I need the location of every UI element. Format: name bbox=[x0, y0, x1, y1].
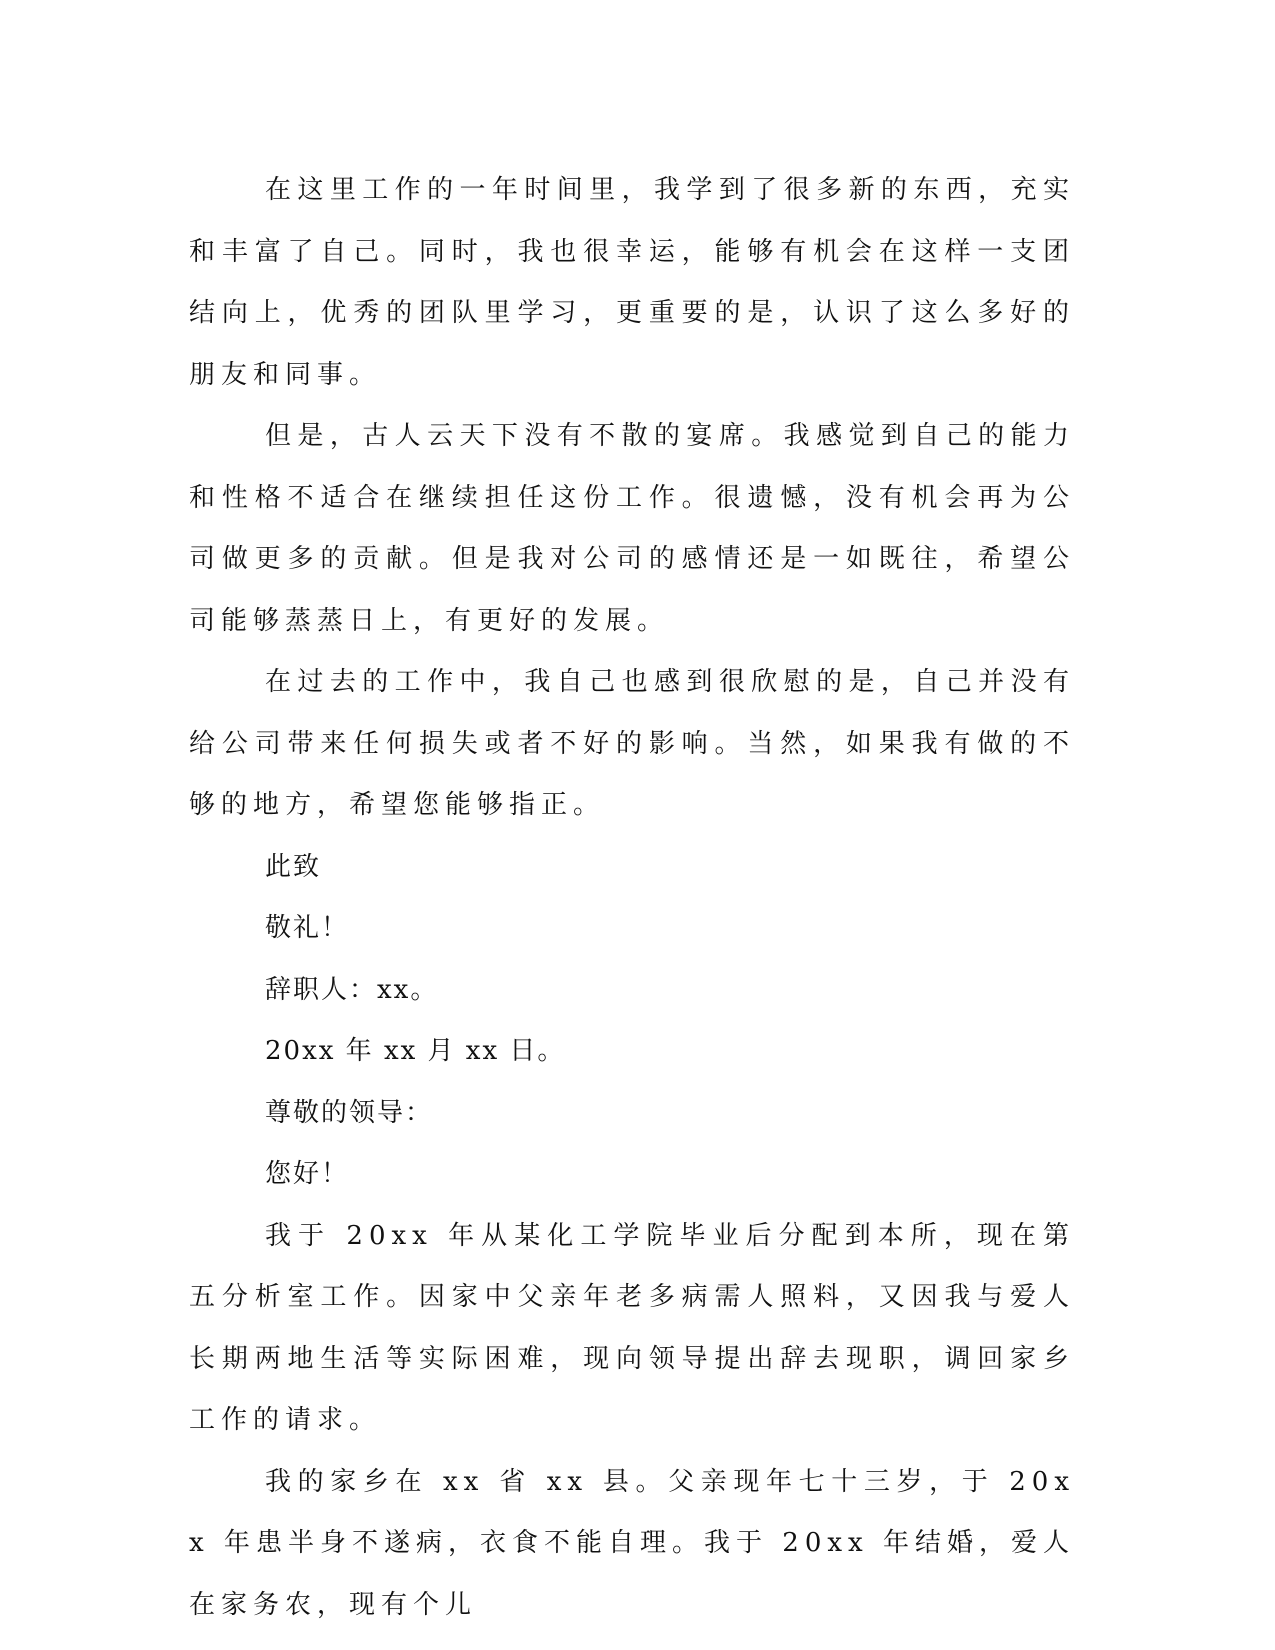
paragraph-2: 但是，古人云天下没有不散的宴席。我感觉到自己的能力和性格不适合在继续担任这份工作。很遗憾，没有机会再为公司做更多的贡献。但是我对公司的感情还是一如既往，希望公司能够蒸蒸日上，有更好的发展。 bbox=[189, 421, 1075, 636]
closing-salutation: 此致 bbox=[265, 851, 322, 882]
hello-line: 您好！ bbox=[265, 1159, 350, 1189]
paragraph-5: 我的家乡在 xx 省 xx 县。父亲现年七十三岁，于 20xx 年患半身不遂病，衣食不能自理。我于 20xx 年结婚，爱人在家务农，现有个儿 bbox=[189, 1466, 1075, 1620]
signer-line: 辞职人：xx。 bbox=[265, 974, 439, 1005]
closing-regards: 敬礼！ bbox=[265, 913, 350, 943]
paragraph-4: 我于 20xx 年从某化工学院毕业后分配到本所，现在第五分析室工作。因家中父亲年老多病需人照料，又因我与爱人长期两地生活等实际困难，现向领导提出辞去现职，调回家乡工作的请求。 bbox=[189, 1220, 1075, 1435]
date-line: 20xx 年 xx 月 xx 日。 bbox=[265, 1036, 566, 1066]
paragraph-3: 在过去的工作中，我自己也感到很欣慰的是，自己并没有给公司带来任何损失或者不好的影响。当然，如果我有做的不够的地方，希望您能够指正。 bbox=[189, 667, 1075, 820]
document-body bbox=[189, 160, 1075, 1636]
paragraph-1: 在这里工作的一年时间里，我学到了很多新的东西，充实和丰富了自己。同时，我也很幸运，能够有机会在这样一支团结向上，优秀的团队里学习，更重要的是，认识了这么多好的朋友和同事。 bbox=[189, 175, 1075, 390]
greeting-line: 尊敬的领导： bbox=[265, 1097, 434, 1128]
